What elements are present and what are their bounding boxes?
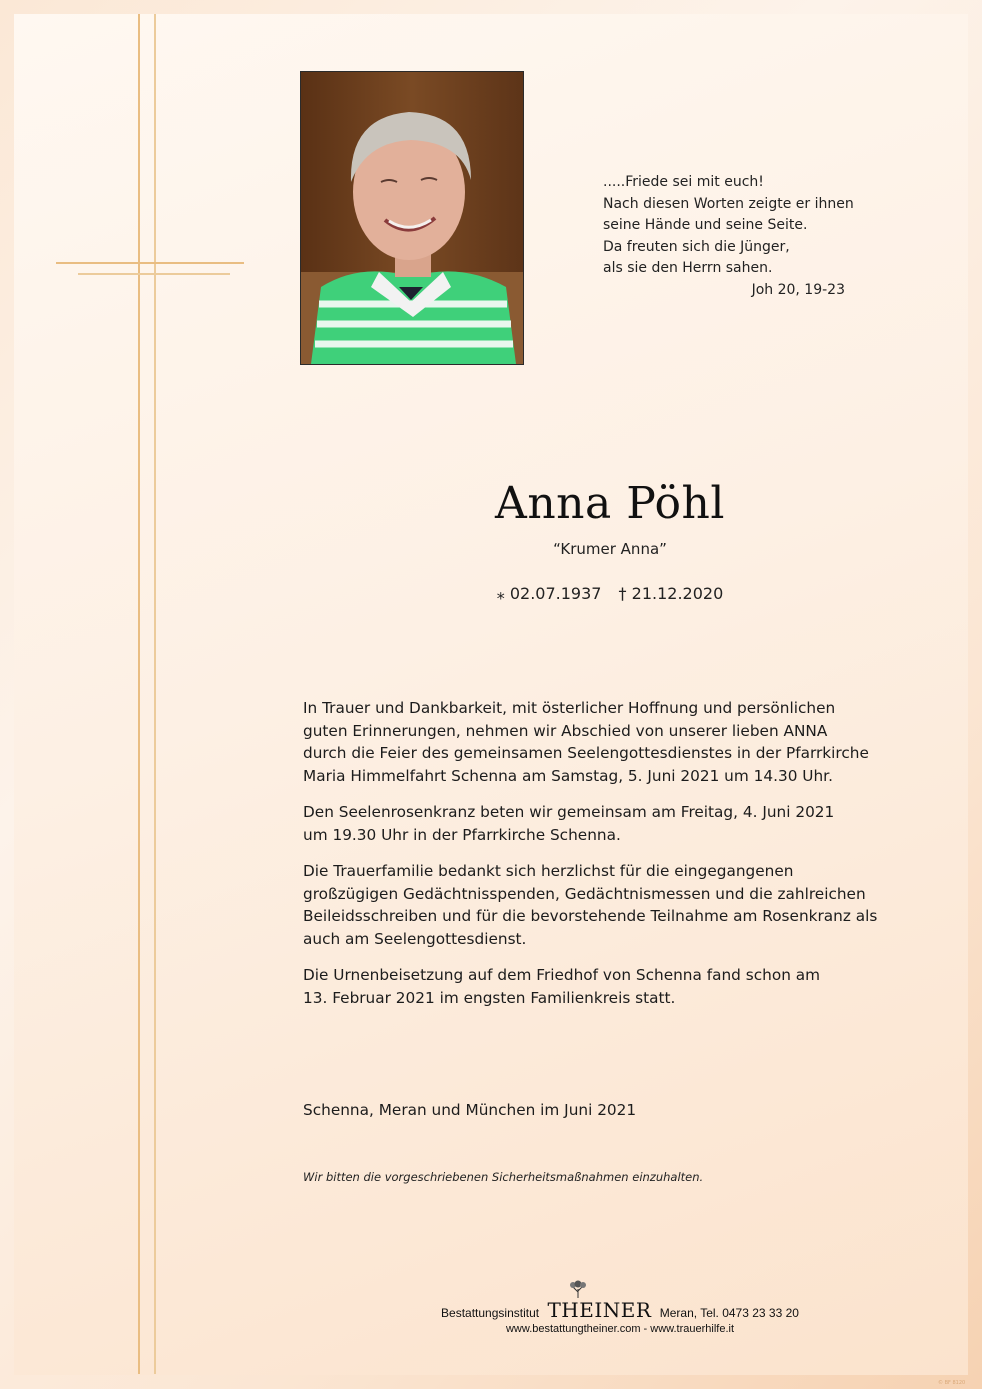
closing-line: Schenna, Meran und München im Juni 2021 <box>303 1101 637 1119</box>
cross-vertical-line <box>138 14 140 1374</box>
footer-suffix: Meran, Tel. 0473 23 33 20 <box>659 1306 799 1320</box>
text-line: 13. Februar 2021 im engsten Familienkreis statt. <box>303 988 676 1007</box>
cross-vertical-line-inner <box>154 14 156 1374</box>
text-line: großzügigen Gedächtnisspenden, Gedächtnismessen und die zahlreichen <box>303 884 866 903</box>
text-line: Beileidsschreiben und für die bevorstehende Teilnahme am Rosenkranz als <box>303 907 878 925</box>
text-line: Die Trauerfamilie bedankt sich herzlichst für die eingegangenen <box>303 862 794 880</box>
verse-reference: Joh 20, 19-23 <box>751 281 845 298</box>
paragraph <box>303 801 943 846</box>
verse-line: Da freuten sich die Jünger, <box>603 238 790 255</box>
safety-notice: Wir bitten die vorgeschriebenen Sicherheitsmaßnahmen einzuhalten. <box>303 1170 704 1184</box>
paragraph <box>303 964 943 1009</box>
footer-websites: www.bestattungtheiner.com - www.trauerhilfe.it <box>505 1323 735 1335</box>
brand-name: THEINER <box>547 1298 652 1322</box>
paragraph <box>303 860 943 950</box>
nickname: “Krumer Anna” <box>553 540 667 558</box>
life-dates <box>460 584 760 603</box>
death-date: † 21.12.2020 <box>618 584 724 603</box>
bible-verse <box>603 172 883 301</box>
portrait-photo <box>300 71 524 365</box>
text-line: um 19.30 Uhr in der Pfarrkirche Schenna. <box>303 825 621 844</box>
text-line: durch die Feier des gemeinsamen Seelengottesdienstes in der Pfarrkirche <box>303 744 869 762</box>
text-line: In Trauer und Dankbarkeit, mit österlicher Hoffnung und persönlichen <box>303 699 836 717</box>
verse-line: als sie den Herrn sahen. <box>603 260 773 276</box>
verse-line: Nach diesen Worten zeigte er ihnen <box>603 195 854 212</box>
birth-date: ⁎ 02.07.1937 <box>496 584 602 603</box>
footer-prefix: Bestattungsinstitut <box>441 1306 540 1320</box>
funeral-home-footer <box>420 1298 820 1335</box>
text-line: Den Seelenrosenkranz beten wir gemeinsam am Freitag, 4. Juni 2021 <box>303 803 835 821</box>
cross-horizontal-line <box>56 262 244 264</box>
verse-line: .....Friede sei mit euch! <box>603 174 764 190</box>
paragraph <box>303 697 943 787</box>
funeral-home-logo <box>547 1298 651 1322</box>
verse-line: seine Hände und seine Seite. <box>603 217 808 233</box>
copyright-mark: © BF 8120 <box>938 1380 966 1386</box>
footer-contact-row <box>420 1298 820 1322</box>
obituary-text <box>303 697 943 1023</box>
text-line: auch am Seelengottesdienst. <box>303 929 527 948</box>
text-line: Die Urnenbeisetzung auf dem Friedhof von Schenna fand schon am <box>303 966 821 984</box>
cross-horizontal-line-inner <box>78 273 230 275</box>
text-line: Maria Himmelfahrt Schenna am Samstag, 5. Juni 2021 um 14.30 Uhr. <box>303 766 833 785</box>
tree-icon <box>567 1280 589 1298</box>
text-line: guten Erinnerungen, nehmen wir Abschied von unserer lieben ANNA <box>303 721 828 740</box>
deceased-name: Anna Pöhl <box>495 478 725 529</box>
